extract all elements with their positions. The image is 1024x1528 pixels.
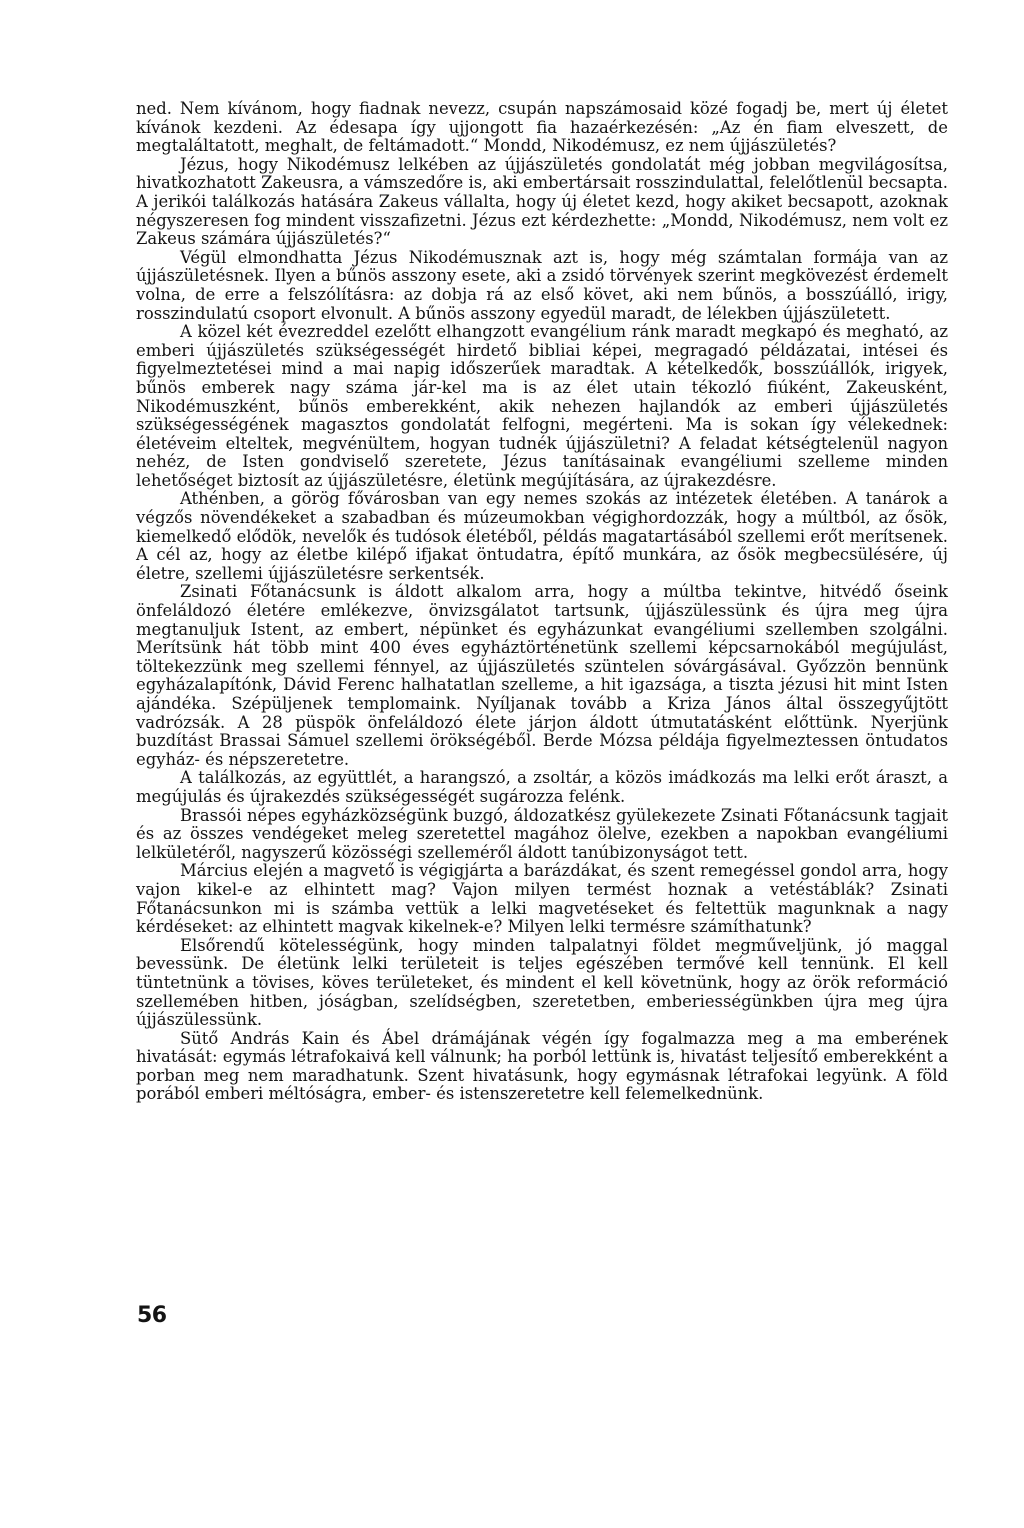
paragraph-10: Elsőrendű kötelességünk, hogy minden talpalatnyi földet megműveljünk, jó maggal bevessünk. De életünk lelki területeit is teljes egészében termővé kell tennünk. El kell tüntetnünk a tövises, köves területeket, és mindent el kell követnünk, hogy az örök reformáció szellemében hitben, jóságban, szelídségben, szeretetben, emberiességünkben újra meg újra újjászülessünk.: [136, 935, 948, 1030]
paragraph-1: ned. Nem kívánom, hogy fiadnak nevezz, csupán napszámosaid közé fogadj be, mert új életet kívánok kezdeni. Az édesapa így ujjongott fia hazaérkezésén: „Az én fiam elveszett, de megtaláltatott, meghalt, de feltámadott.“ Mondd, Nikodémusz, ez nem újjászületés?: [136, 99, 948, 156]
page-number: 56: [137, 1303, 167, 1328]
body-text: [136, 100, 948, 1104]
paragraph-4: A közel két évezreddel ezelőtt elhangzott evangélium ránk maradt megkapó és megható, az emberi újjászületés szükségességét hirdető bibliai képei, megragadó példázatai, intései és figyelmeztetései mind a mai napig időszerűek maradtak. A kételkedők, bosszúállók, irigyek, bűnös emberek nagy száma jár-kel ma is az élet utain tékozló fiúként, Zakeusként, Nikodémuszként, bűnös emberekként, akik nehezen hajlandók az emberi újjászületés szükségességének magasztos gondolatát felfogni, megérteni. Ma is sokan így vélekednek: életéveim elteltek, megvénültem, hogyan tudnék újjászületni? A feladat kétségtelenül nagyon nehéz, de Isten gondviselő szeretete, Jézus tanításainak evangéliumi szelleme minden lehetőséget biztosít az újjászületésre, életünk megújítására, az újrakezdésre.: [136, 322, 948, 490]
paragraph-2: Jézus, hogy Nikodémusz lelkében az újjászületés gondolatát még jobban megvilágosítsa, hivatkozhatott Zakeusra, a vámszedőre is, aki embertársait rosszindulattal, felelőtlenül becsapta. A jerikói találkozás hatására Zakeus vállalta, hogy új életet kezd, hogy akiket becsapott, azoknak négyszeresen fog mindent visszafizetni. Jézus ezt kérdezhette: „Mondd, Nikodémusz, nem volt ez Zakeus számára újjászületés?“: [136, 154, 948, 249]
paragraph-7: A találkozás, az együttlét, a harangszó, a zsoltár, a közös imádkozás ma lelki erőt áraszt, a megújulás és újrakezdés szükségességét sugározza felénk.: [136, 768, 948, 806]
paragraph-5: Athénben, a görög fővárosban van egy nemes szokás az intézetek életében. A tanárok a végzős növendékeket a szabadban és múzeumokban végighordozzák, hogy a múltból, az ősök, kiemelkedő elődök, nevelők és tudósok életéből, példás magatartásából szellemi erőt merítsenek. A cél az, hogy az életbe kilépő ifjakat öntudatra, építő munkára, az ősök megbecsülésére, új életre, szellemi újjászületésre serkentsék.: [136, 489, 948, 583]
paragraph-3: Végül elmondhatta Jézus Nikodémusznak azt is, hogy még számtalan formája van az újjászületésnek. Ilyen a bűnös asszony esete, aki a zsidó törvények szerint megkövezést érdemelt volna, de erre a felszólításra: az dobja rá az első követ, aki nem bűnös, a bosszúálló, irigy, rosszindulatú csoport elvonult. A bűnös asszony egyedül maradt, de lélekben újjászületett.: [136, 247, 948, 323]
paragraph-8: Brassói népes egyházközségünk buzgó, áldozatkész gyülekezete Zsinati Főtanácsunk tagjait és az összes vendégeket meleg szeretettel magához ölelve, ezekben a napokban evangéliumi lelkületéről, nagyszerű közösségi szelleméről áldott tanúbizonyságot tett.: [136, 805, 948, 862]
paragraph-6: Zsinati Főtanácsunk is áldott alkalom arra, hogy a múltba tekintve, hitvédő őseink önfeláldozó életére emlékezve, önvizsgálatot tartsunk, újjászülessünk és újra meg újra megtanuljuk Istent, az embert, népünket és egyházunkat evangéliumi szellemben szolgálni. Merítsünk hát több mint 400 éves egyháztörténetünk szellemi képcsarnokából megújulást, töltekezzünk meg szellemi fénnyel, az újjászületés szüntelen sóvárgásával. Győzzön bennünk egyházalapítónk, Dávid Ferenc halhatatlan szelleme, a hit igazsága, a tiszta jézusi hit mint Isten ajándéka. Szépüljenek templomaink. Nyíljanak tovább a Kriza János által összegyűjtött vadrózsák. A 28 püspök önfeláldozó élete járjon áldott útmutatásként előttünk. Nyerjünk buzdítást Brassai Sámuel szellemi örökségéből. Berde Mózsa példája figyelmeztessen öntudatos egyház- és népszeretetre.: [136, 582, 948, 769]
paragraph-9: Március elején a magvető is végigjárta a barázdákat, és szent remegéssel gondol arra, hogy vajon kikel-e az elhintett mag? Vajon milyen termést hoznak a vetéstáblák? Zsinati Főtanácsunkon mi is számba vettük a lelki magvetéseket és feltettük magunknak a nagy kérdéseket: az elhintett magvak kikelnek-e? Milyen lelki termésre számíthatunk?: [136, 861, 948, 937]
paragraph-11: Sütő András Kain és Ábel drámájának végén így fogalmazza meg a ma emberének hivatását: egymás létrafokaivá kell válnunk; ha porból lettünk is, hivatást teljesítő emberekként a porban meg nem maradhatunk. Szent hivatásunk, hogy egymásnak létrafokai legyünk. A föld porából emberi méltóságra, ember- és istenszeretetre kell felemelkednünk.: [136, 1028, 948, 1104]
